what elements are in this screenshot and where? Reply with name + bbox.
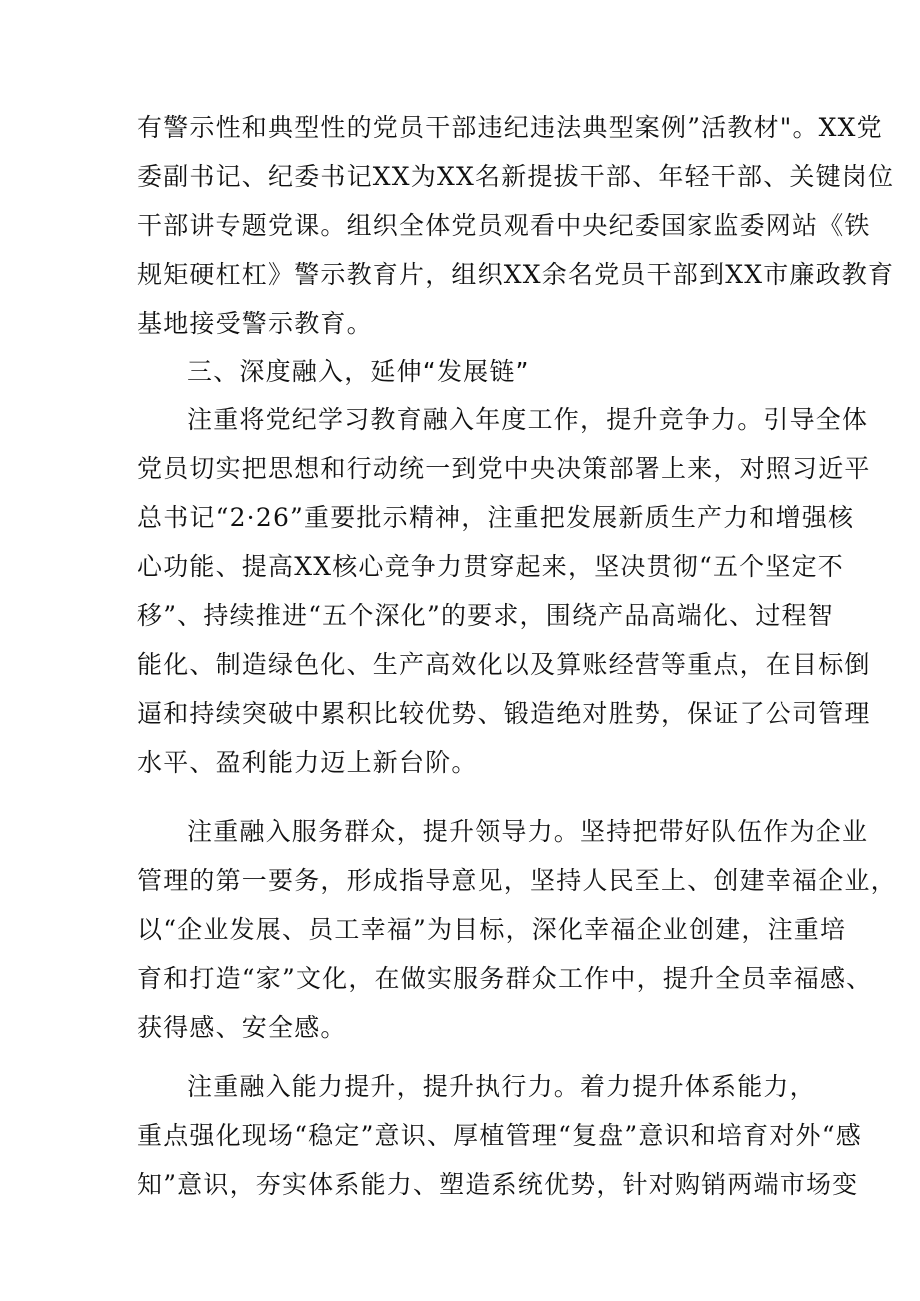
paragraph-1-line-5: 基地接受警示教育。 bbox=[137, 309, 373, 338]
paragraph-1-line-1: 有警示性和典型性的党员干部违纪违法典型案例”活教材"。XX党 bbox=[137, 113, 883, 142]
paragraph-2-line-1: 注重将党纪学习教育融入年度工作，提升竞争力。引导全体 bbox=[187, 405, 869, 434]
paragraph-2-line-5: 移”、持续推进“五个深化”的要求，围绕产品高端化、过程智 bbox=[137, 601, 834, 630]
paragraph-2-line-7: 逼和持续突破中累积比较优势、锻造绝对胜势，保证了公司管理 bbox=[137, 699, 871, 728]
paragraph-3-line-1: 注重融入服务群众，提升领导力。坚持把带好队伍作为企业 bbox=[187, 817, 869, 846]
paragraph-4-line-3: 知”意识，夯实体系能力、塑造系统优势，针对购销两端市场变 bbox=[137, 1170, 859, 1199]
paragraph-1-line-3: 干部讲专题党课。组织全体党员观看中央纪委国家监委网站《铁 bbox=[137, 211, 871, 240]
paragraph-3-line-5: 获得感、安全感。 bbox=[137, 1013, 347, 1042]
paragraph-1-line-4: 规矩硬杠杠》警示教育片，组织XX余名党员干部到XX市廉政教育 bbox=[137, 260, 895, 289]
paragraph-3-line-2: 管理的第一要务，形成指导意见，坚持人民至上、创建幸福企业， bbox=[137, 866, 897, 895]
paragraph-2-line-4: 心功能、提高XX核心竞争力贯穿起来，坚决贯彻“五个坚定不 bbox=[137, 552, 844, 581]
paragraph-2-line-6: 能化、制造绿色化、生产高效化以及算账经营等重点，在目标倒 bbox=[137, 650, 871, 679]
paragraph-4-line-2: 重点强化现场“稳定”意识、厚植管理“复盘”意识和培育对外“感 bbox=[137, 1121, 862, 1150]
paragraph-3-line-3: 以“企业发展、员工幸福”为目标，深化幸福企业创建，注重培 bbox=[137, 915, 847, 944]
paragraph-2-line-8: 水平、盈利能力迈上新台阶。 bbox=[137, 748, 478, 777]
paragraph-2-line-2: 党员切实把思想和行动统一到党中央决策部署上来，对照习近平 bbox=[137, 454, 871, 483]
paragraph-1-line-2: 委副书记、纪委书记XX为XX名新提拔干部、年轻干部、关键岗位 bbox=[137, 162, 895, 191]
section-heading: 三、深度融入，延伸“发展链” bbox=[187, 357, 530, 386]
paragraph-4-line-1: 注重融入能力提升，提升执行力。着力提升体系能力， bbox=[187, 1072, 816, 1101]
paragraph-3-line-4: 育和打造“家”文化，在做实服务群众工作中，提升全员幸福感、 bbox=[137, 964, 873, 993]
paragraph-2-line-3: 总书记“2·26”重要批示精神，注重把发展新质生产力和增强核 bbox=[137, 503, 855, 532]
